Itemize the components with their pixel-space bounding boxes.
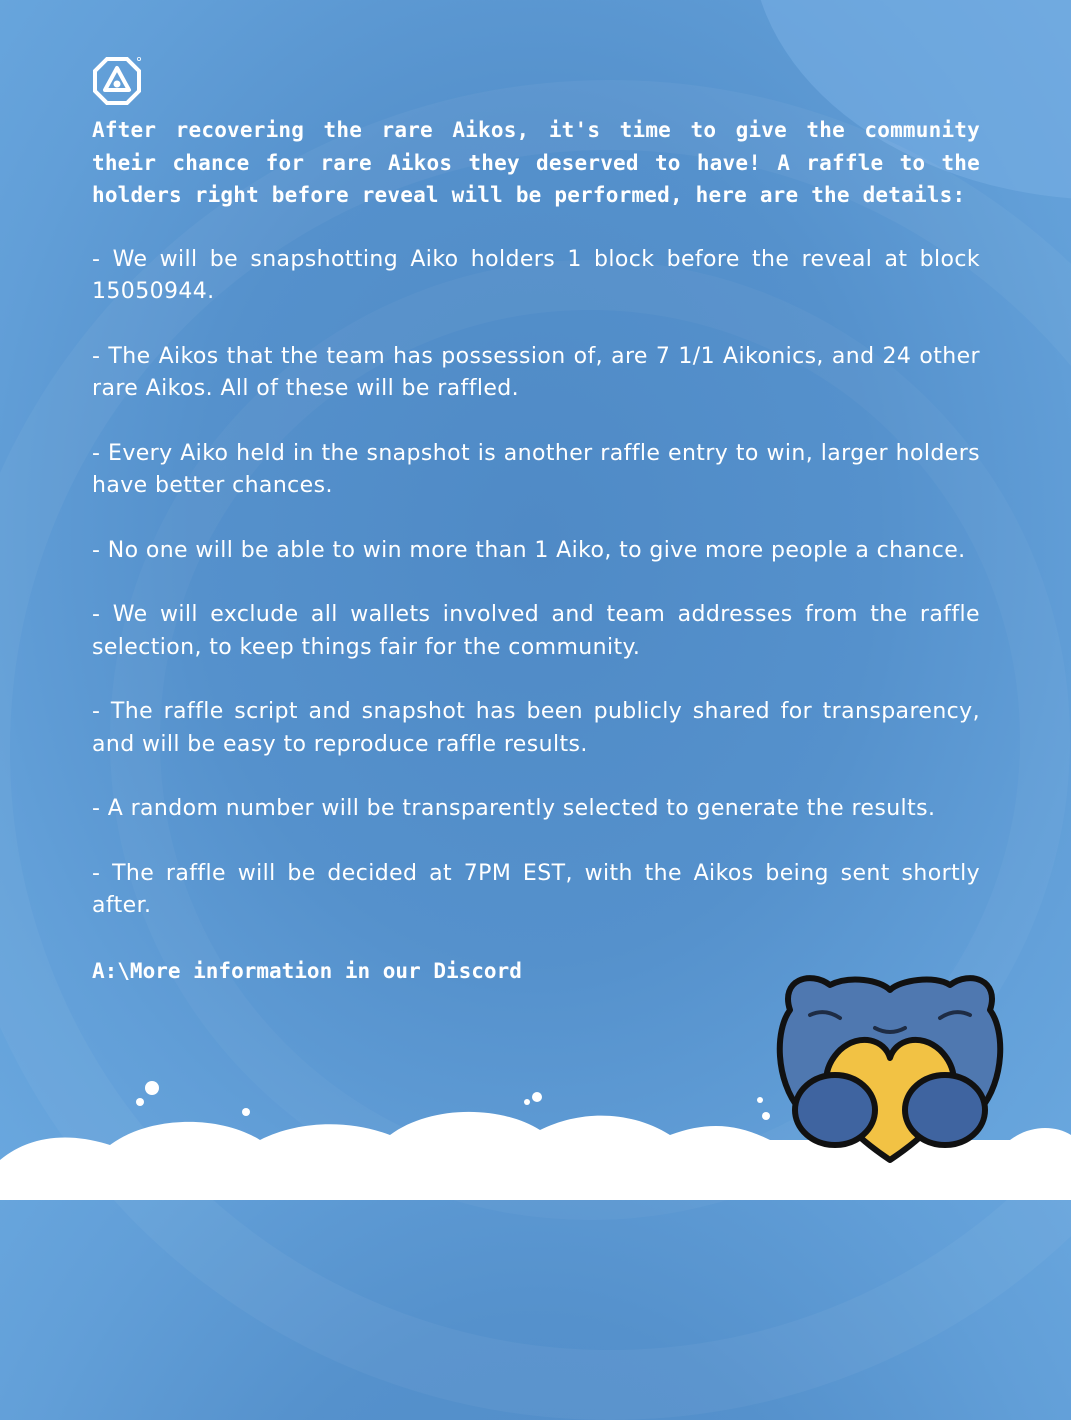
aiko-logo-icon xyxy=(92,56,142,106)
detail-item: - A random number will be transparently selected to generate the results. xyxy=(92,796,936,821)
detail-item: - We will exclude all wallets involved and team addresses from the raffle selection, to keep things fair for the community. xyxy=(92,602,980,660)
detail-item: - The Aikos that the team has possession of, are 7 1/1 Aikonics, and 24 other rare Aikos. All of these will be raffled. xyxy=(92,343,980,401)
detail-item: - We will be snapshotting Aiko holders 1 block before the reveal at block 15050944. xyxy=(92,246,980,304)
detail-item: - The raffle script and snapshot has been publicly shared for transparency, and will be easy to reproduce raffle results. xyxy=(92,699,980,757)
announcement xyxy=(92,56,980,987)
detail-item: - The raffle will be decided at 7PM EST, with the Aikos being sent shortly after. xyxy=(92,860,980,918)
aiko-mascot-icon xyxy=(770,970,1010,1170)
detail-item: - Every Aiko held in the snapshot is another raffle entry to win, larger holders have better chances. xyxy=(92,440,980,498)
detail-item: - No one will be able to win more than 1 Aiko, to give more people a chance. xyxy=(92,537,966,563)
discord-info: A:\More information in our Discord xyxy=(92,958,522,983)
intro-text: After recovering the rare Aikos, it's time to give the community their chance for rare Aikos they deserved to have! A raffle to the holders right before reveal will be performed, here are the details: xyxy=(92,118,980,207)
